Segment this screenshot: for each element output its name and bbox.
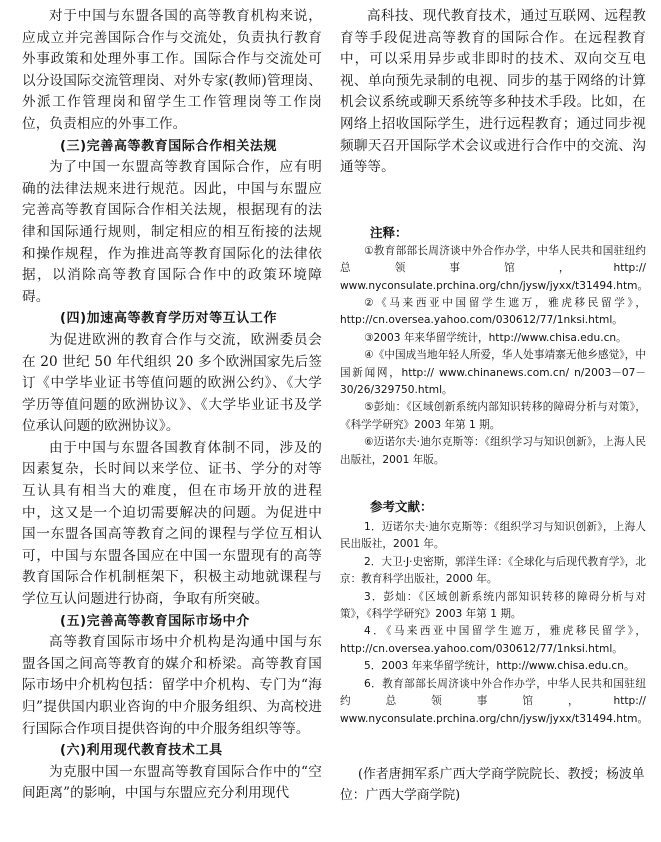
reference-item: 6．教育部部长周济谈中外合作办学，中华人民共和国驻纽约总领事馆，http:// www.nyconsulate.prchina.org/chn/jysw/jyxx/t31494.htm。 (340, 677, 649, 725)
left-column (22, 6, 322, 805)
author-info: (作者唐拥军系广西大学商学院院长、教授；杨波单位：广西大学商学院) (340, 766, 645, 803)
note-item: ⑤彭灿：《区域创新系统内部知识转移的障碍分析与对策》，《科学学研究》2003 年第 1 期。 (340, 401, 646, 431)
note-item: ④《中国成当地年轻人所爱，华人处事靖寨无他乡感觉》，中国新闻网，http:// www.chinanews.com.cn/ n/2003－07－30/26/329750.html。 (340, 349, 646, 396)
note-item: ①教育部部长周济谈中外合作办学，中华人民共和国驻纽约总领事馆，http:// www.nyconsulate.prchina.org/chn/jysw/jyxx/t31494.htm。 (340, 244, 649, 292)
reference-item: 4．《马来西亚中国留学生遮万，雅虎移民留学》，http://cn.oversea.yahoo.com/030612/77/1nksi.html。 (340, 625, 646, 655)
reference-item: 3．彭灿：《区域创新系统内部知识转移的障碍分析与对策》，《科学学研究》2003 年第 1 期。 (340, 590, 646, 621)
notes-list (340, 243, 649, 469)
paragraph-distance-education: 高科技、现代教育技术，通过互联网、远程教育等手段促进高等教育的国际合作。在远程教育中，可以采用异步或非即时的技术、双向交互电视、单向预先录制的电视、同步的基于网络的计算机会议系统或聊天系统等多种技术手段。比如，在网络上招收国际学生，进行远程教育；通过同步视频聊天召开国际学术会议或进行合作中的交流、沟通等等。 (340, 8, 646, 176)
paragraph-mutual-recognition: 由于中国与东盟各国教育体制不同，涉及的因素复杂，长时间以来学位、证书、学分的对等互认具有相当大的难度，但在市场开放的进程中，这又是一个迫切需要解决的问题。为促进中国一东盟各国高等教育之间的课程与学位互相认可，中国与东盟各国应在中国一东盟现有的高等教育国际合作机制框架下，积极主动地就课程与学位互认问题进行协商，争取有所突破。 (22, 439, 322, 608)
reference-item: 1．迈诺尔夫·迪尔克斯等：《组织学习与知识创新》，上海人民出版社，2001 年。 (340, 521, 646, 551)
paragraph-foreign-affairs-office: 对于中国与东盟各国的高等教育机构来说，应成立并完善国际合作与交流处，负责执行教育外事政策和处理外事工作。国际合作与交流处可以分设国际交流管理岗、对外专家(教师)管理岗、外派工作管理岗和留学生工作管理岗等工作岗位，负责相应的外事工作。 (22, 8, 322, 132)
reference-item: 5．2003 年来华留学统计，http://www.chisa.edu.cn。 (364, 660, 635, 673)
paragraph-education-technology: 为克服中国一东盟高等教育国际合作中的“空间距离”的影响，中国与东盟应充分利用现代 (22, 763, 322, 802)
section-heading-5: (五)完善高等教育国际市场中介 (60, 613, 250, 629)
note-item: ③2003 年来华留学统计，http://www.chisa.edu.cn。 (364, 331, 627, 344)
references-title: 参考文献： (370, 499, 433, 515)
right-column (340, 6, 649, 806)
paragraph-intermediary-agencies: 高等教育国际市场中介机构是沟通中国与东盟各国之间高等教育的媒介和桥梁。高等教育国际市场中介机构包括：留学中介机构、专门为“海归”提供国内职业咨询的中介服务组织、为高校进行国际合作项目提供咨询的中介服务组织等等。 (22, 634, 322, 737)
note-item: ②《马来西亚中国留学生遮万，雅虎移民留学》，http://cn.oversea.yahoo.com/030612/77/1nksi.html。 (340, 296, 646, 327)
note-item: ⑥迈诺尔夫·迪尔克斯等：《组织学习与知识创新》，上海人民出版社，2001 年版。 (340, 436, 646, 466)
reference-item: 2．大卫·J·史密斯，郭洋生译：《全球化与后现代教育学》，北京：教育科学出版社，2000 年。 (340, 555, 646, 586)
paragraph-european-conventions: 为促进欧洲的教育合作与交流，欧洲委员会在 20 世纪 50 年代组织 20 多个欧洲国家先后签订《中学毕业证书等值问题的欧洲公约》、《大学学历等值问题的欧洲协议》、《大学毕业证书及学位承认问题的欧洲协议》。 (22, 331, 322, 435)
section-heading-4: (四)加速高等教育学历对等互认工作 (60, 311, 278, 327)
section-heading-6: (六)利用现代教育技术工具 (60, 743, 223, 759)
notes-title: 注释： (370, 224, 408, 240)
paragraph-regulations: 为了中国一东盟高等教育国际合作，应有明确的法律法规来进行规范。因此，中国与东盟应完善高等教育国际合作相关法规，根据现有的法律和国际通行规则，制定相应的相互衔接的法规和操作规程，作为推进高等教育国际化的法律依据，以消除高等教育国际合作中的政策环境障碍。 (22, 159, 322, 305)
section-heading-3: (三)完善高等教育国际合作相关法规 (60, 138, 278, 154)
references-list (340, 519, 649, 728)
